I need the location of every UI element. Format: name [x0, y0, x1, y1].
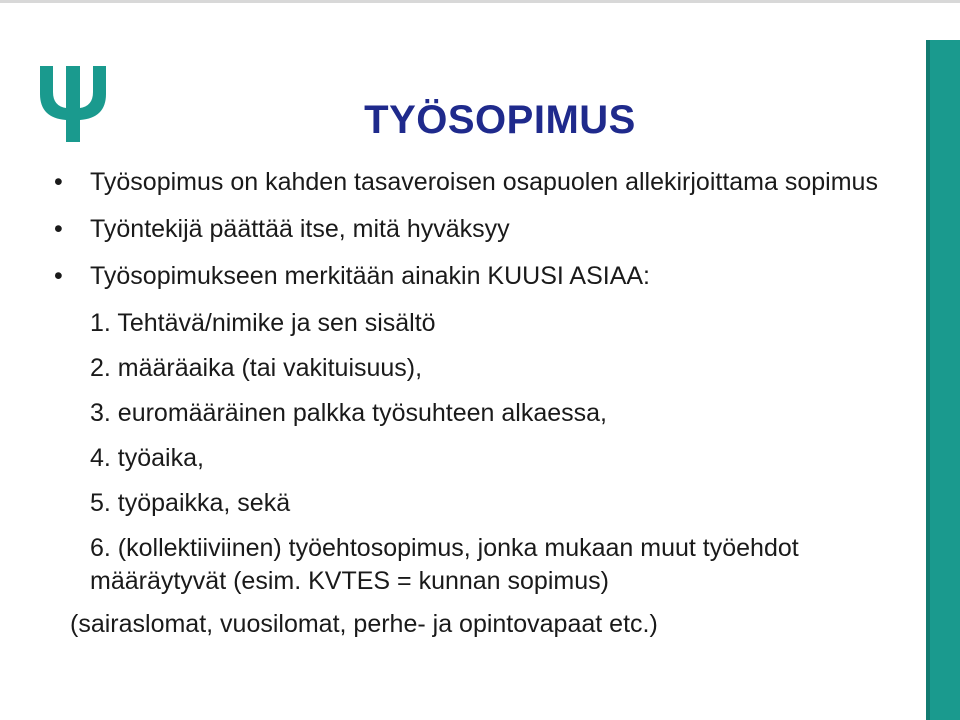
numbered-item: 5. työpaikka, sekä [90, 489, 291, 517]
numbered-item: 2. määräaika (tai vakituisuus), [90, 354, 423, 382]
slide-side-bar [930, 40, 960, 720]
bullet-dot: • [54, 215, 63, 243]
numbered-item: 6. (kollektiiviinen) työehtosopimus, jonka mukaan muut työehdot määräytyvät (esim. KVTES = kunnan sopimus) [90, 534, 799, 595]
bullet-dot: • [54, 262, 63, 290]
trailing-note: (sairaslomat, vuosilomat, perhe- ja opintovapaat etc.) [70, 610, 658, 638]
bullet-text: Työsopimus on kahden tasaveroisen osapuolen allekirjoittama sopimus [90, 168, 878, 196]
bullet-item [54, 260, 914, 293]
slide-content [54, 166, 914, 641]
bullet-dot: • [54, 168, 63, 196]
bullet-text: Työsopimukseen merkitään ainakin KUUSI ASIAA: [90, 262, 650, 290]
bullet-item [54, 213, 914, 246]
numbered-item: 3. euromääräinen palkka työsuhteen alkaessa, [90, 399, 607, 427]
numbered-item: 1. Tehtävä/nimike ja sen sisältö [90, 309, 436, 337]
slide-title: TYÖSOPIMUS [364, 98, 636, 142]
slide-top-border [0, 0, 960, 3]
psi-symbol-icon [36, 62, 110, 146]
bullet-item [54, 166, 914, 199]
bullet-text: Työntekijä päättää itse, mitä hyväksyy [90, 215, 510, 243]
numbered-item: 4. työaika, [90, 444, 204, 472]
numbered-list [54, 307, 914, 598]
